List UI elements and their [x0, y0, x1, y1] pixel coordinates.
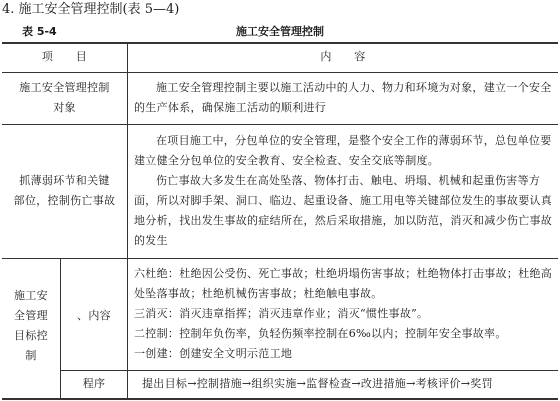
row1-paragraph: 施工安全管理控制主要以施工活动中的人力、物力和环境为对象，建立一个安全的生产体系，确保施工活动的顺利进行 — [134, 81, 552, 114]
table-bottom-rule — [2, 398, 558, 400]
row4-sub-label: 程序 — [82, 377, 106, 390]
row4-content: 提出目标→控制措施→组织实施→监督检查→改进措施→考核评价→奖罚 — [142, 377, 493, 390]
group-label — [2, 286, 60, 366]
row3-paragraph: 三消灭：消灭违章指挥；消灭违章作业；消灭“惯性事故”。 — [134, 307, 429, 320]
row3-content — [134, 264, 554, 364]
row3-paragraph: 一创建：创建安全文明示范工地 — [134, 347, 293, 360]
row2-content — [134, 131, 554, 251]
table-top-rule — [2, 42, 558, 44]
row1-content — [134, 78, 554, 118]
header-content: 内 容 — [320, 50, 366, 63]
row1-label — [2, 78, 127, 118]
row1-label-line: 对象 — [53, 101, 76, 114]
row2-paragraph: 伤亡事故大多发生在高处坠落、物体打击、触电、坍塌、机械和起重伤害等方面，所以对脚手架、洞口、临边、起重设备、施工用电等关键部位发生的事故要认真地分析，找出发生事故的症结所在，然后采取措施，加以防范，消灭和减少伤亡事故的发生 — [134, 174, 553, 247]
row2-bottom-rule — [2, 258, 558, 259]
header-bottom-rule — [2, 72, 558, 73]
group-label-line: 全管理 — [14, 309, 48, 322]
row2-label-line: 部位，控制伤亡事故 — [13, 194, 116, 207]
row2-label-line: 抓薄弱环节和关键 — [19, 174, 110, 187]
row3-bottom-rule — [60, 370, 558, 371]
row3-sub-label: 、内容 — [77, 309, 111, 322]
header-item: 项 目 — [41, 50, 88, 63]
row2-label — [2, 171, 127, 211]
column-divider — [127, 43, 128, 399]
section-heading: 4. 施工安全管理控制(表 5—4) — [2, 2, 180, 17]
group-label-line: 施工安 — [14, 289, 48, 302]
table-number: 表 5-4 — [22, 25, 57, 38]
group-label-line: 目标控 — [14, 329, 48, 342]
row3-paragraph: 六杜绝：杜绝因公受伤、死亡事故；杜绝坍塌伤害事故；杜绝物体打击事故；杜绝高处坠落事故；杜绝机械伤害事故；杜绝触电事故。 — [134, 267, 553, 300]
row1-bottom-rule — [2, 124, 558, 125]
group-label-line: 制 — [25, 349, 37, 362]
table-title: 施工安全管理控制 — [236, 25, 324, 38]
row2-paragraph: 在项目施工中，分包单位的安全管理，是整个安全工作的薄弱环节，总包单位要建立健全分包单位的安全教育、安全检查、安全交底等制度。 — [134, 134, 552, 167]
row1-label-line: 施工安全管理控制 — [19, 81, 110, 94]
row3-paragraph: 二控制：控制年负伤率，负轻伤频率控制在6‰以内；控制年安全事故率。 — [134, 327, 507, 340]
